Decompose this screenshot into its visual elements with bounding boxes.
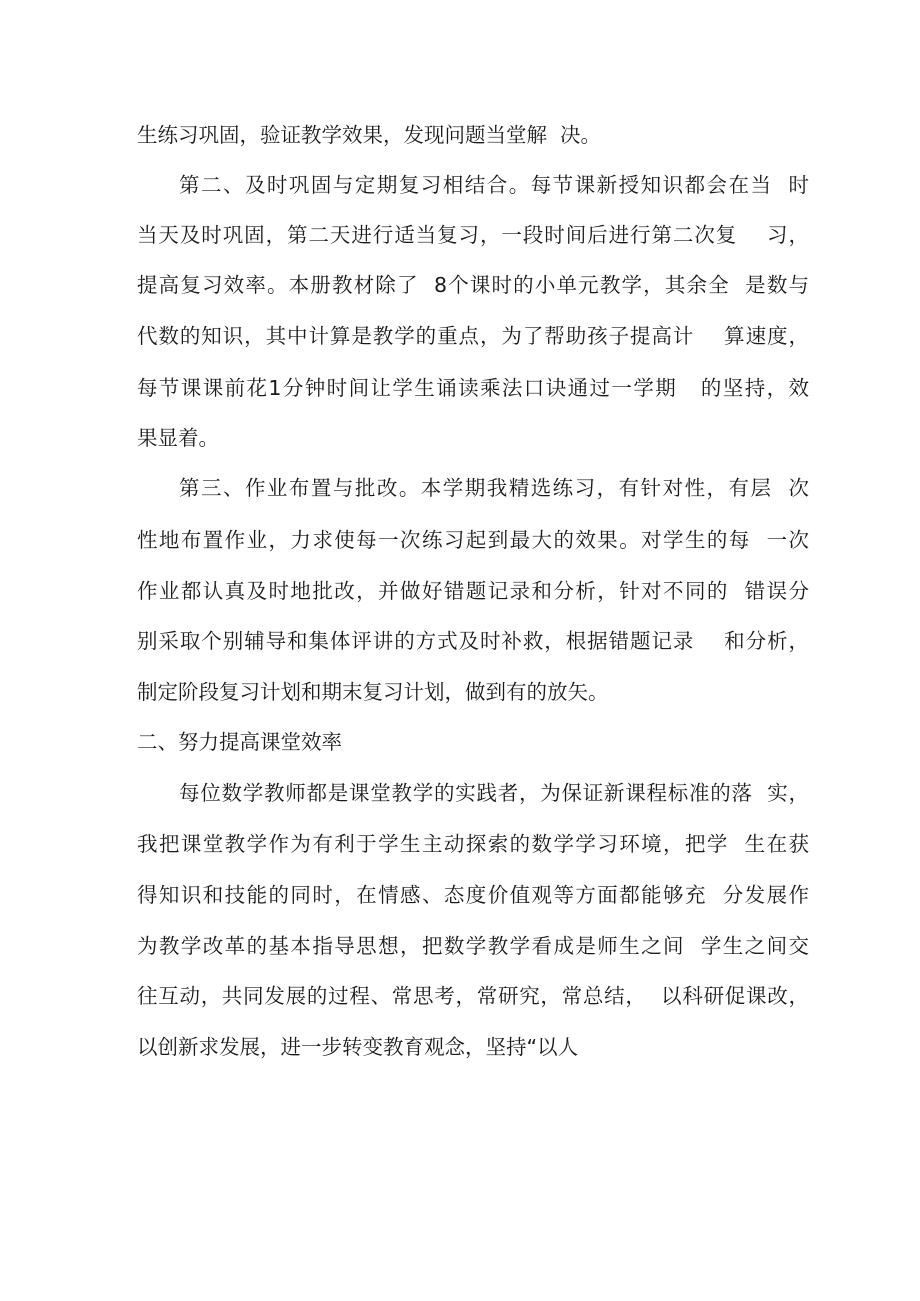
text-line: 第三、作业布置与批改。本学期我精选练习，有针对性，有层 次	[179, 476, 809, 500]
text-line: 制定阶段复习计划和期末复习计划，做到有的放矢。	[137, 680, 609, 704]
text-line: 提高复习效率。本册教材除了 8个课时的小单元教学，其余全 是数与	[137, 273, 809, 297]
text-line: 别采取个别辅导和集体评讲的方式及时补救，根据错题记录 和分析，	[137, 629, 809, 653]
text-line: 为教学改革的基本指导思想，把数学教学看成是师生之间 学生之间交	[137, 934, 809, 958]
text-line: 代数的知识，其中计算是教学的重点，为了帮助孩子提高计 算速度，	[137, 324, 809, 348]
text-line: 每节课课前花1分钟时间让学生诵读乘法口诀通过一学期 的坚持，效	[137, 376, 809, 400]
text-line: 我把课堂教学作为有利于学生主动探索的数学学习环境，把学 生在获	[137, 832, 809, 856]
section-heading: 二、努力提高课堂效率	[137, 730, 342, 754]
text-line: 第二、及时巩固与定期复习相结合。每节课新授知识都会在当 时	[179, 173, 809, 197]
text-line: 当天及时巩固，第二天进行适当复习，一段时间后进行第二次复 习，	[137, 223, 809, 247]
text-line: 每位数学教师都是课堂教学的实践者，为保证新课程标准的落 实，	[179, 781, 809, 805]
text-line: 往互动，共同发展的过程、常思考，常研究，常总结， 以科研促课改，	[137, 984, 809, 1008]
text-line: 性地布置作业，力求使每一次练习起到最大的效果。对学生的每 一次	[137, 528, 809, 552]
text-line: 以创新求发展，进一步转变教育观念，坚持“以人	[137, 1035, 579, 1059]
text-line: 生练习巩固，验证教学效果，发现问题当堂解 决。	[137, 123, 602, 147]
text-line: 作业都认真及时地批改，并做好错题记录和分析，针对不同的 错误分	[137, 579, 809, 603]
text-line: 得知识和技能的同时，在情感、态度价值观等方面都能够充 分发展作	[137, 883, 809, 907]
text-line: 果显着。	[137, 426, 219, 450]
